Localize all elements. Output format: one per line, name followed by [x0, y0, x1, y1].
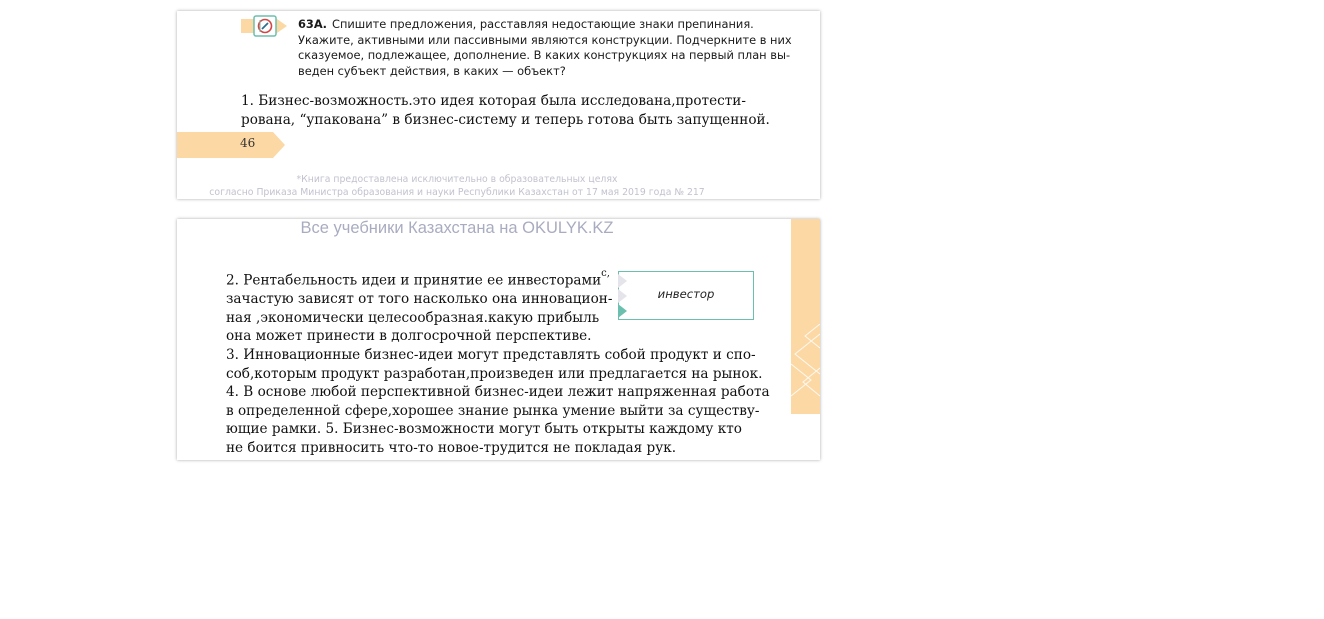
exercise-number: 63А.: [298, 17, 327, 31]
sentence-line: соб,которым продукт разработан,произведен или предлагается на рынок.: [226, 365, 763, 382]
sentence-line: ющие рамки. 5. Бизнес-возможности могут быть открыты каждому кто: [226, 421, 742, 438]
exercise-line: Укажите, активными или пассивными являются конструкции. Подчеркните в них: [298, 32, 792, 47]
site-watermark: Все учебники Казахстана на OKULYK.KZ: [300, 219, 614, 237]
sentences-2-5-paragraph: [226, 268, 770, 457]
sentence-line: зачастую зависят от того насколько она инновацион-: [226, 291, 613, 308]
sentence-line: она может принести в долгосрочной перспективе.: [226, 328, 592, 345]
sentence-line: в определенной сфере,хорошее знание рынка умение выйти за существу-: [226, 402, 760, 419]
textbook-page-bottom: [177, 219, 820, 460]
footer-line: *Книга предоставлена исключительно в образовательных целях: [296, 174, 618, 185]
page-number: 46: [240, 136, 256, 150]
sentence-1-paragraph: [241, 92, 781, 129]
side-pattern-icon: [791, 324, 820, 404]
sentence-line: 4. В основе любой перспективной бизнес-идеи лежит напряженная работа: [226, 384, 770, 401]
exercise-pencil-icon: [241, 15, 289, 37]
footer-note: [177, 174, 737, 199]
exercise-instructions: [298, 17, 792, 79]
vocab-word: инвестор: [657, 287, 715, 301]
exercise-line: сказуемое, подлежащее, дополнение. В каких конструкциях на первый план вы-: [298, 48, 791, 62]
exercise-line: веден субъект действия, в каких — объект?: [298, 63, 566, 78]
footer-line: согласно Приказа Министра образования и науки Республики Казахстан от 17 мая 2019 года № 217: [209, 186, 705, 198]
exercise-line: Спишите предложения, расставляя недостающие знаки препинания.: [332, 17, 754, 31]
sentence-line: не боится привносить что-то новое-трудится не покладая рук.: [226, 439, 677, 456]
sentence-line: ная ,экономически целесообразная.какую прибыль: [226, 309, 600, 326]
sentence-line: рована, “упакована” в бизнес-систему и теперь готова быть запущенной.: [241, 111, 770, 128]
sentence-line: 2. Рентабельность идеи и принятие ее инвесторами: [226, 272, 602, 289]
textbook-page-top: [177, 11, 820, 199]
sentence-line: 3. Инновационные бизнес-идеи могут представлять собой продукт и спо-: [226, 346, 756, 363]
handwritten-mark: с,: [601, 268, 610, 279]
sentence-line: 1. Бизнес-возможность.это идея которая была исследована,протести-: [241, 93, 746, 109]
page-number-tab: [177, 132, 273, 158]
